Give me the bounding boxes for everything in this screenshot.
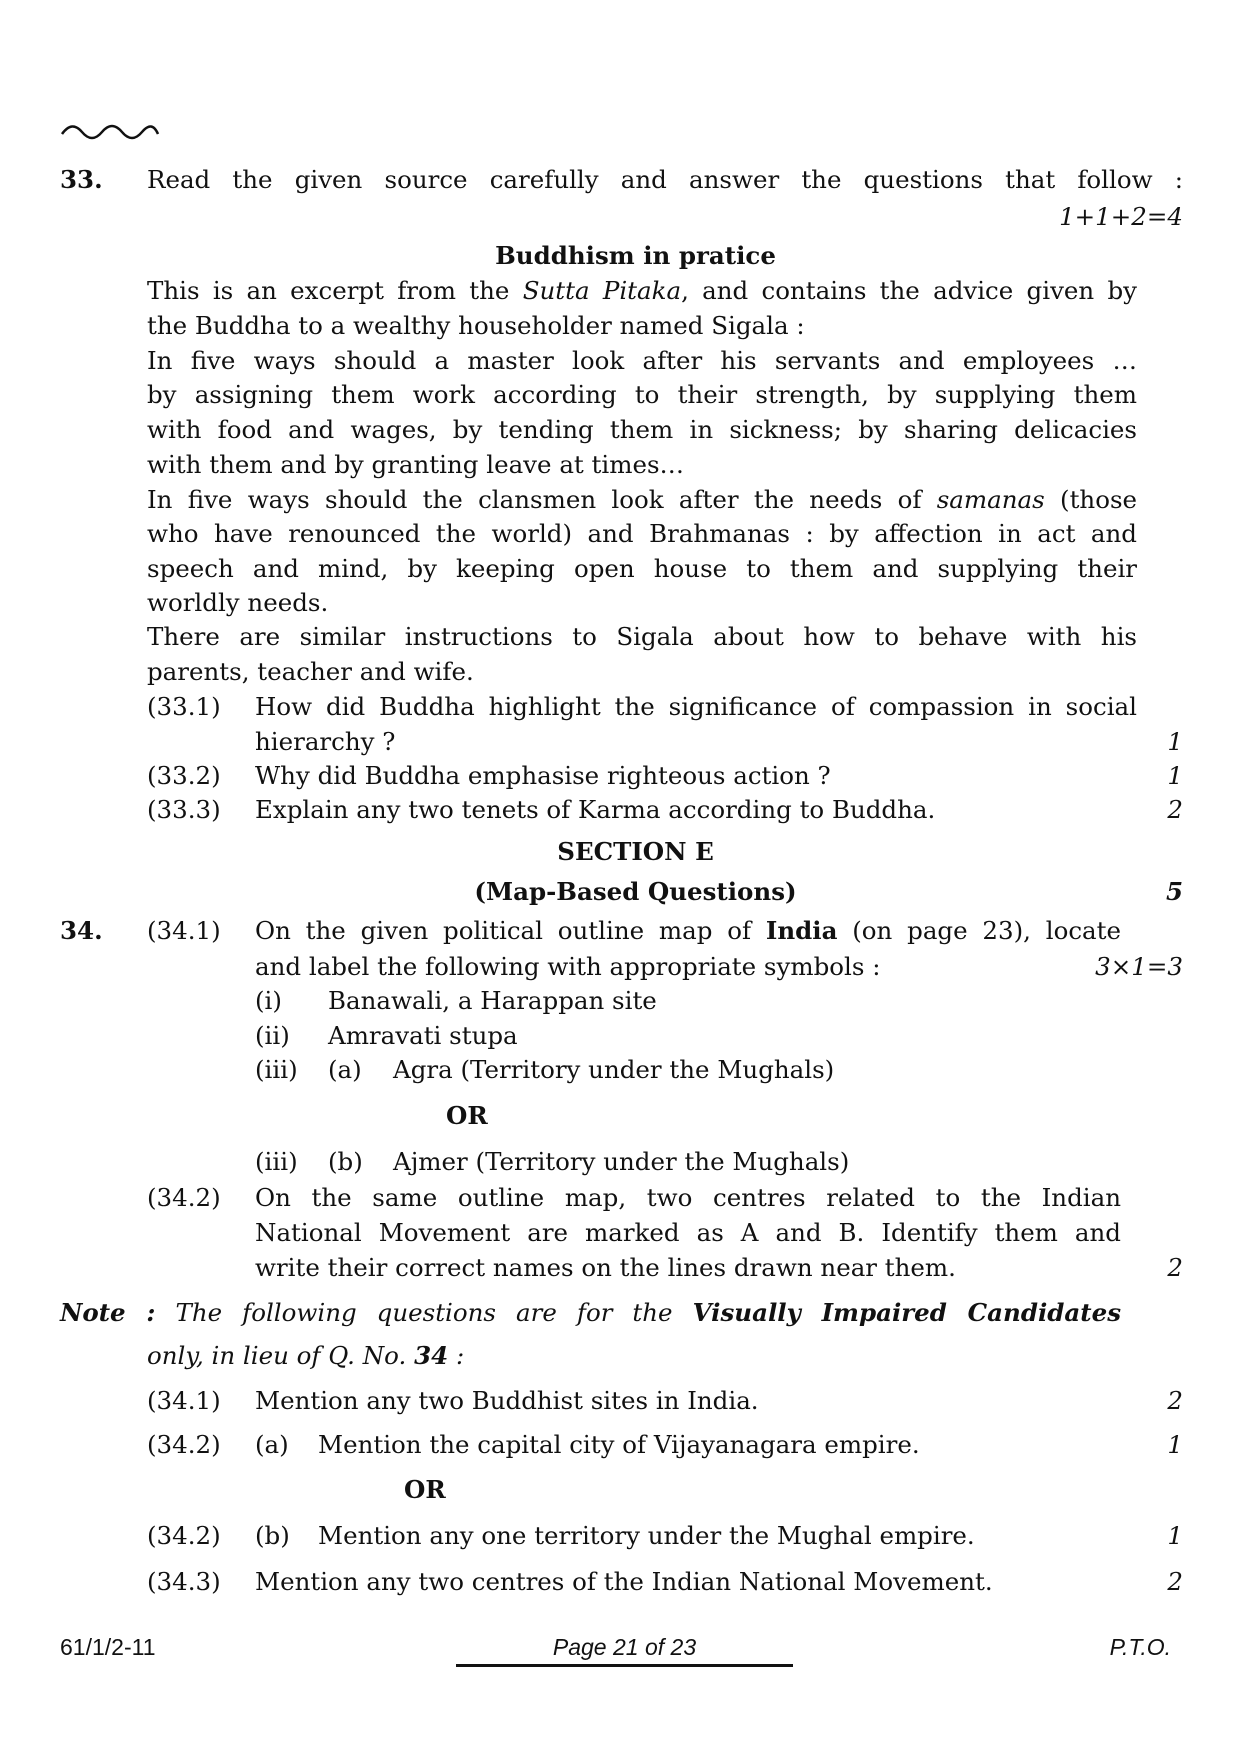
source-line: There are similar instructions to Sigala about how to behave with his [147, 622, 1137, 651]
source-line: worldly needs. [147, 588, 329, 617]
item-sub-label: (b) [328, 1147, 363, 1176]
item-text: Banawali, a Harappan site [328, 986, 657, 1015]
wave-mark-icon [60, 118, 160, 142]
marks: 1+1+2=4 [1059, 202, 1183, 231]
footer-rule [456, 1664, 793, 1667]
vi-question-text: Mention any two centres of the Indian National Movement. [255, 1567, 993, 1596]
vi-question-label: (34.2) [147, 1430, 221, 1459]
source-line: parents, teacher and wife. [147, 657, 474, 686]
marks: 2 [1167, 1386, 1183, 1415]
vi-question-sub-label: (b) [255, 1521, 290, 1550]
item-label: (iii) [255, 1055, 298, 1084]
vi-question-text: Mention any two Buddhist sites in India. [255, 1386, 759, 1415]
source-line: In five ways should the clansmen look after the needs of samanas (those [147, 485, 1138, 514]
sub-question-text: hierarchy ? [255, 727, 396, 756]
or-label: OR [446, 1101, 488, 1130]
section-title: SECTION E [557, 837, 714, 866]
note-line: Note : The following questions are for the Visually Impaired Candidates [60, 1298, 1122, 1327]
item-label: (i) [255, 986, 282, 1015]
vi-question-label: (34.1) [147, 1386, 221, 1415]
source-line: This is an excerpt from the Sutta Pitaka, and contains the advice given by [147, 276, 1138, 305]
item-text: Ajmer (Territory under the Mughals) [393, 1147, 850, 1176]
sub-question-label: (34.1) [147, 916, 221, 945]
marks: 2 [1167, 1567, 1183, 1596]
marks: 1 [1167, 1521, 1183, 1550]
item-label: (iii) [255, 1147, 298, 1176]
sub-question-text: write their correct names on the lines drawn near them. [255, 1253, 956, 1282]
source-line: In five ways should a master look after his servants and employees … [147, 346, 1137, 375]
vi-question-label: (34.3) [147, 1567, 221, 1596]
sub-question-text: Why did Buddha emphasise righteous action ? [255, 761, 831, 790]
marks: 5 [1165, 877, 1183, 906]
question-number: 33. [60, 165, 103, 194]
item-text: Agra (Territory under the Mughals) [393, 1055, 835, 1084]
source-line: who have renounced the world) and Brahmanas : by affection in act and [147, 519, 1137, 548]
marks: 1 [1167, 727, 1183, 756]
sub-question-label: (33.1) [147, 692, 221, 721]
vi-question-sub-label: (a) [255, 1430, 289, 1459]
source-line: by assigning them work according to their strength, by supplying them [147, 380, 1137, 409]
sub-question-text: How did Buddha highlight the significance of compassion in social [255, 692, 1137, 721]
marks: 3×1=3 [1095, 952, 1183, 981]
marks: 2 [1167, 795, 1183, 824]
vi-question-text: Mention the capital city of Vijayanagara empire. [318, 1430, 920, 1459]
item-text: Amravati stupa [328, 1021, 518, 1050]
sub-question-label: (33.2) [147, 761, 221, 790]
source-line: speech and mind, by keeping open house to them and supplying their [147, 554, 1137, 583]
page-number: Page 21 of 23 [552, 1634, 697, 1660]
sub-question-text: National Movement are marked as A and B. Identify them and [255, 1218, 1121, 1247]
question-prompt: Read the given source carefully and answer the questions that follow : [147, 165, 1183, 194]
item-sub-label: (a) [328, 1055, 362, 1084]
note-line: only, in lieu of Q. No. 34 : [147, 1341, 465, 1370]
vi-question-label: (34.2) [147, 1521, 221, 1550]
pto-label: P.T.O. [1109, 1634, 1171, 1660]
sub-question-text: Explain any two tenets of Karma according to Buddha. [255, 795, 936, 824]
vi-question-text: Mention any one territory under the Mughal empire. [318, 1521, 975, 1550]
marks: 1 [1167, 761, 1183, 790]
sub-question-label: (33.3) [147, 795, 221, 824]
sub-question-text: On the same outline map, two centres related to the Indian [255, 1183, 1121, 1212]
sub-question-label: (34.2) [147, 1183, 221, 1212]
question-number: 34. [60, 916, 103, 945]
marks: 1 [1167, 1430, 1183, 1459]
source-line: with food and wages, by tending them in sickness; by sharing delicacies [147, 415, 1137, 444]
source-title: Buddhism in pratice [495, 241, 776, 270]
sub-question-text: and label the following with appropriate symbols : [255, 952, 881, 981]
item-label: (ii) [255, 1021, 290, 1050]
or-label: OR [404, 1475, 446, 1504]
source-line: the Buddha to a wealthy householder named Sigala : [147, 311, 805, 340]
marks: 2 [1167, 1253, 1183, 1282]
source-line: with them and by granting leave at times… [147, 450, 685, 479]
paper-code: 61/1/2-11 [60, 1634, 156, 1660]
sub-question-text: On the given political outline map of India (on page 23), locate [255, 916, 1121, 945]
section-subtitle: (Map-Based Questions) [474, 877, 797, 906]
